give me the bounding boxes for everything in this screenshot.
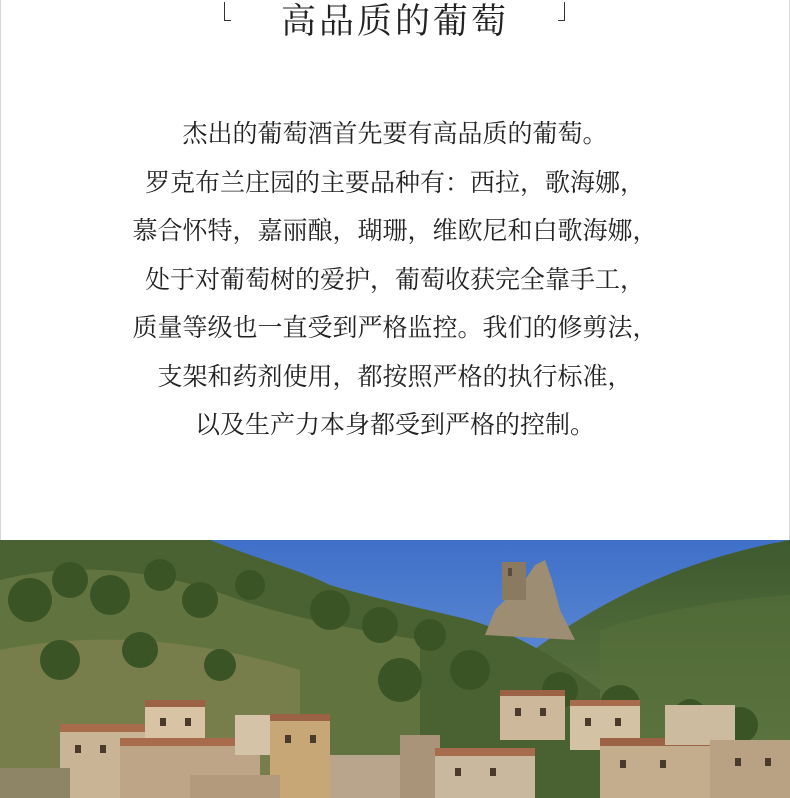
castle-tower xyxy=(502,562,526,600)
text-line: 质量等级也一直受到严格监控。我们的修剪法， xyxy=(132,313,658,342)
page-title: 高品质的葡萄 xyxy=(280,2,509,42)
text-line: 罗克布兰庄园的主要品种有：西拉，歌海娜， xyxy=(144,167,645,197)
section-heading xyxy=(0,0,790,50)
text-line: 处于对葡萄树的爱护，葡萄收获完全靠手工， xyxy=(144,264,645,294)
village-illustration xyxy=(0,540,790,798)
bracket-right-decoration xyxy=(558,2,565,21)
text-line: 慕合怀特，嘉丽酿，瑚珊，维欧尼和白歌海娜， xyxy=(132,216,658,245)
text-line: 以及生产力本身都受到严格的控制。 xyxy=(194,410,595,439)
description-paragraph xyxy=(0,110,790,450)
text-line: 支架和药剂使用，都按照严格的执行标准， xyxy=(157,361,633,391)
text-line: 杰出的葡萄酒首先要有高品质的葡萄。 xyxy=(182,119,608,148)
village-landscape-photo xyxy=(0,540,790,798)
